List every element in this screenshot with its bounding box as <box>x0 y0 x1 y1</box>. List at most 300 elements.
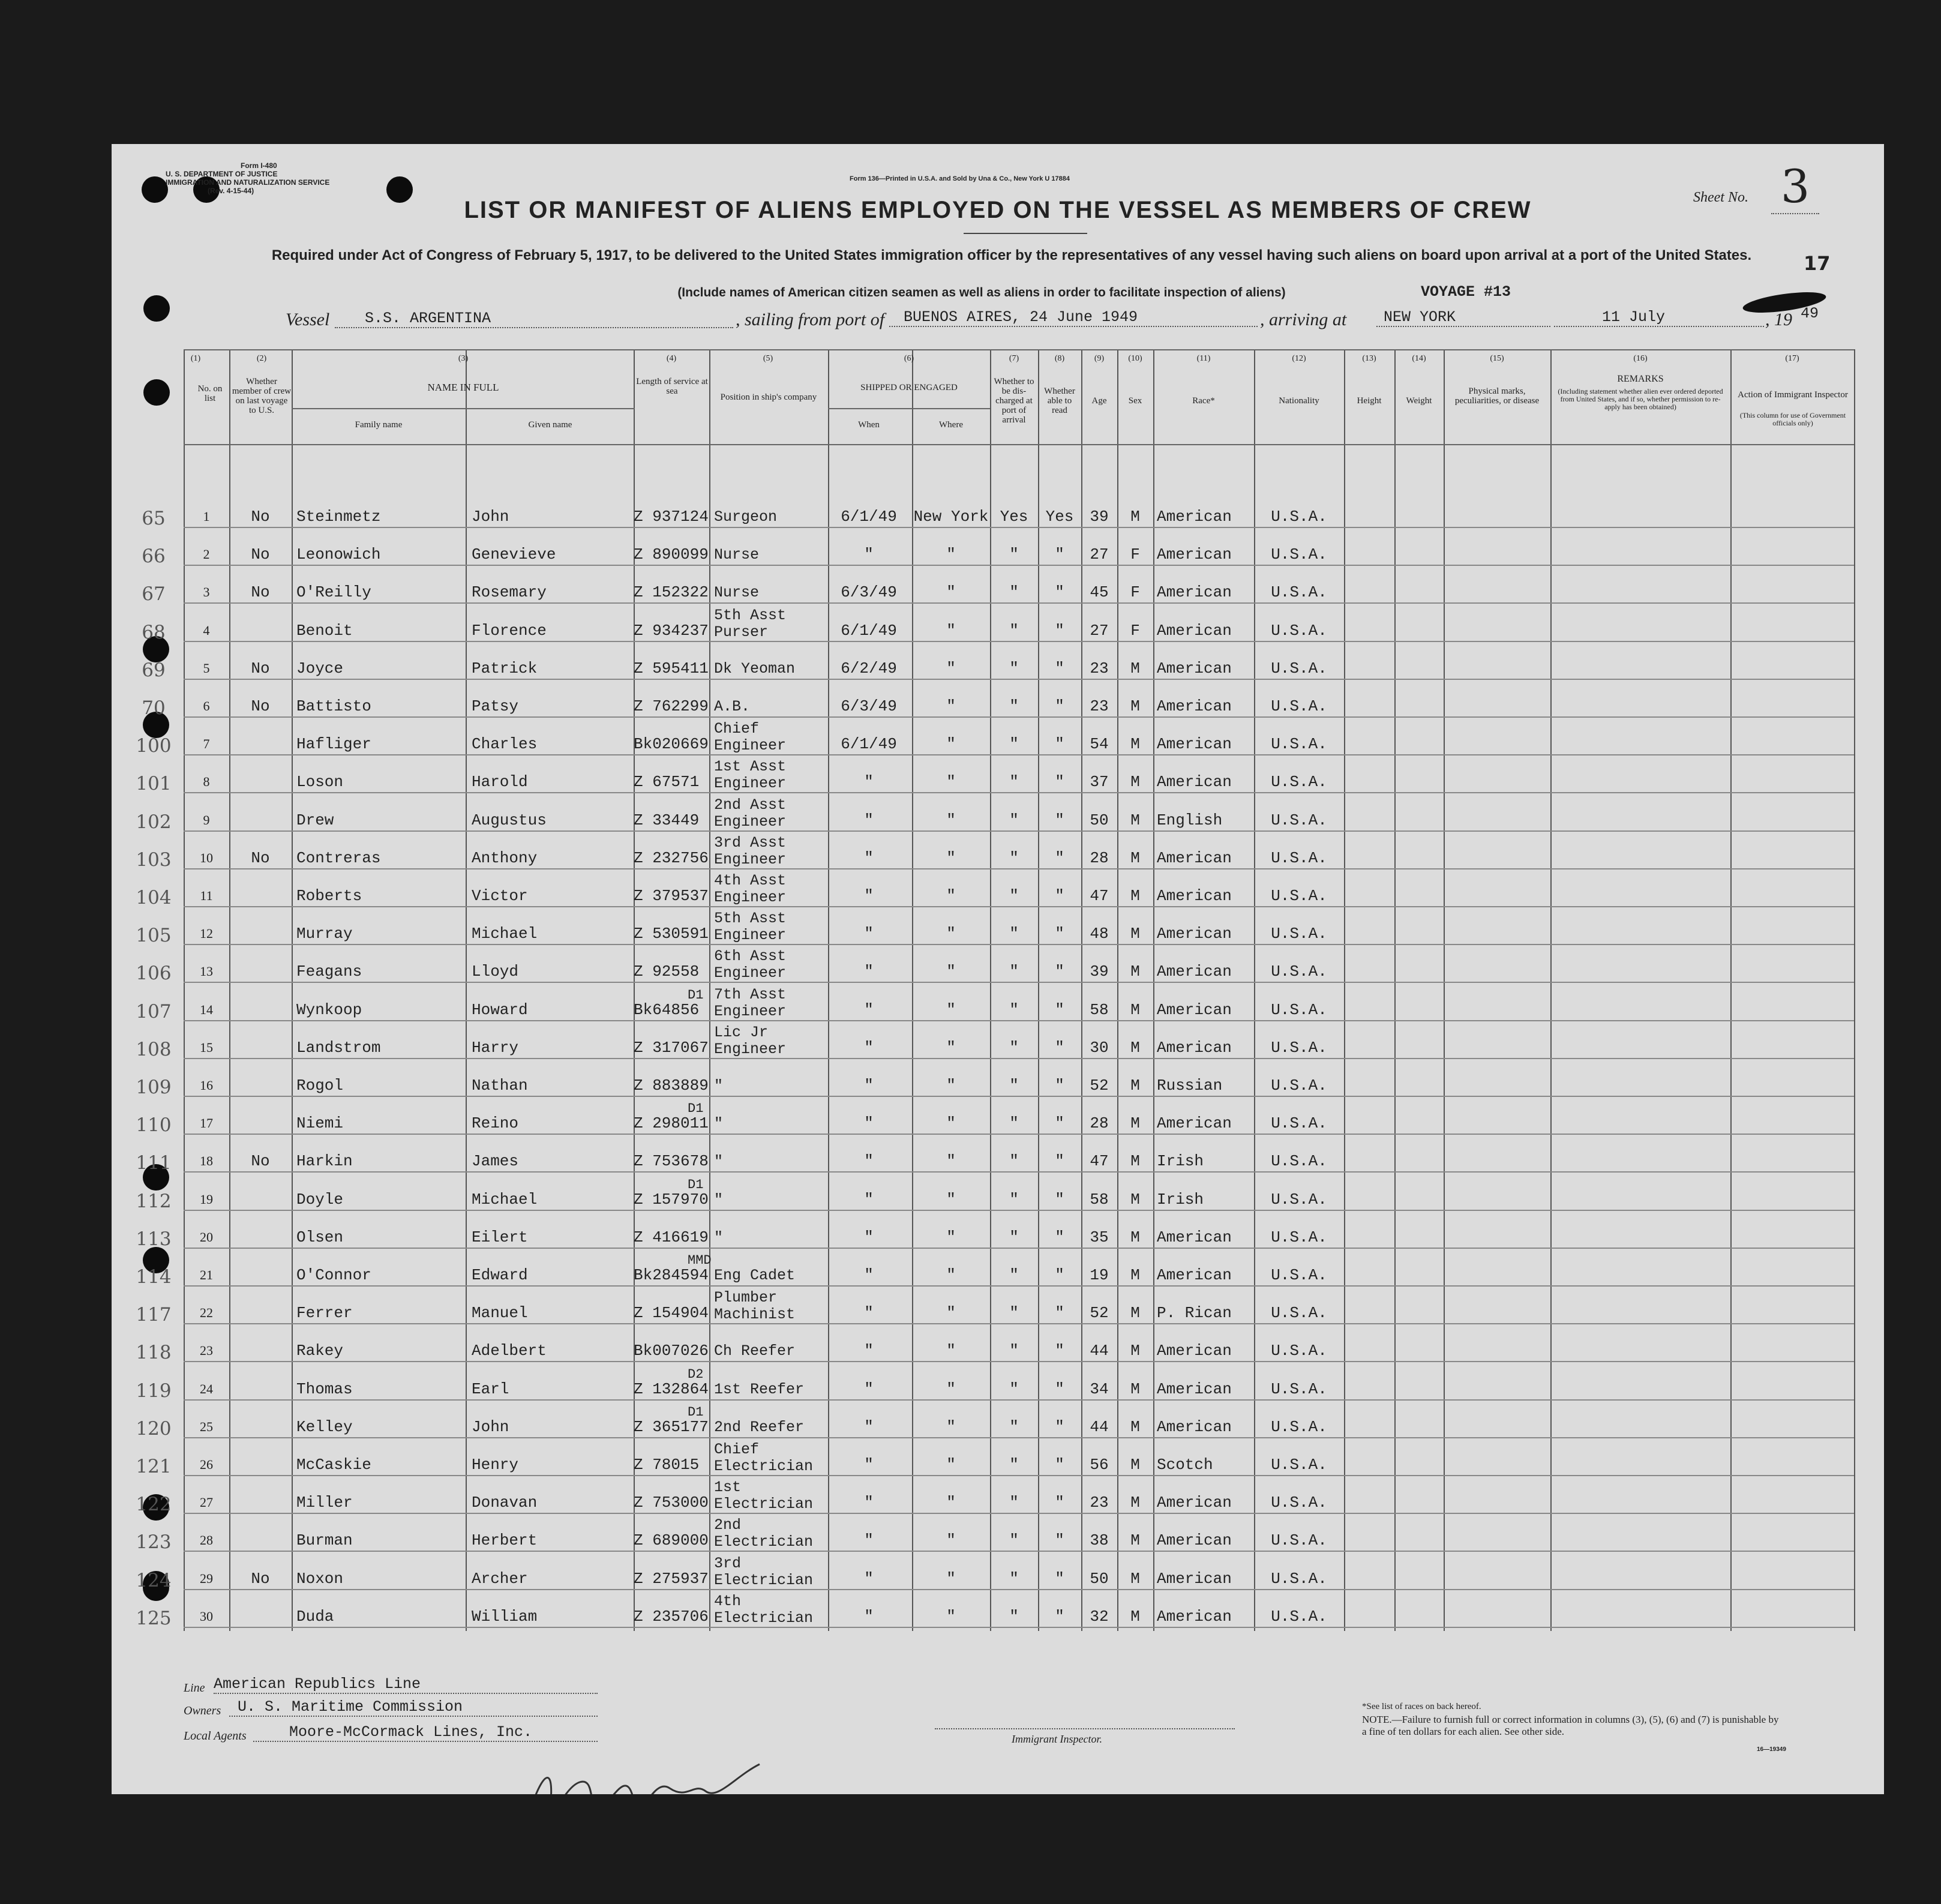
col-13-header: Height <box>1357 396 1382 406</box>
cell-dis: " <box>1009 1152 1019 1171</box>
cell-pos: Surgeon <box>714 508 778 526</box>
cell-nat: U.S.A. <box>1271 1531 1327 1550</box>
cell-nat: U.S.A. <box>1271 1228 1327 1246</box>
margin-number: 65 <box>142 508 166 529</box>
row-rule <box>184 1210 1854 1211</box>
row-rule <box>184 754 1854 755</box>
cell-race: American <box>1157 735 1232 754</box>
margin-number: 103 <box>136 848 172 871</box>
cell-when: " <box>864 1077 874 1095</box>
cell-when: " <box>864 1494 874 1512</box>
cell-dis: " <box>1009 1190 1019 1209</box>
cell-last: No <box>251 848 270 867</box>
cell-dis: " <box>1009 1607 1019 1626</box>
cell-fam: Miller <box>296 1494 353 1512</box>
row-rule <box>184 1248 1854 1249</box>
cell-where: " <box>946 1456 956 1474</box>
cell-nat: U.S.A. <box>1271 887 1327 905</box>
col-15-num: (15) <box>1490 354 1504 363</box>
margin-number: 106 <box>136 963 172 985</box>
include-note: (Include names of American citizen seamen as well as aliens in order to facilitate inspection of aliens) <box>677 286 1286 299</box>
cell-when: " <box>864 1380 874 1398</box>
corner-mark: 17 <box>1804 252 1831 275</box>
cell-fam: Burman <box>296 1531 353 1550</box>
cell-where: " <box>946 848 956 867</box>
cell-giv: Florence <box>472 621 547 640</box>
cell-sex: M <box>1130 1531 1140 1550</box>
cell-n: 30 <box>200 1608 213 1624</box>
cell-pos: 3rd Asst Engineer <box>714 833 787 868</box>
cell-giv: John <box>472 508 509 526</box>
margin-number: 100 <box>136 735 172 757</box>
cell-pos: 4th Asst Engineer <box>714 872 787 906</box>
cell-read: " <box>1055 1531 1064 1550</box>
margin-number: 110 <box>136 1114 172 1137</box>
margin-number: 111 <box>136 1152 172 1174</box>
row-rule <box>184 1513 1854 1514</box>
cell-giv: Edward <box>472 1266 528 1284</box>
cell-race: American <box>1157 659 1232 677</box>
cell-pos: Ch Reefer <box>714 1342 796 1360</box>
column-rule <box>1081 349 1082 1631</box>
cell-n: 18 <box>200 1153 213 1169</box>
column-rule <box>634 349 635 1631</box>
cell-nat: U.S.A. <box>1271 1114 1327 1133</box>
cell-where: " <box>946 1607 956 1626</box>
cell-read: " <box>1055 963 1064 981</box>
cell-fam: Harkin <box>296 1152 353 1171</box>
margin-number: 123 <box>136 1531 172 1554</box>
col-2-num: (2) <box>256 354 267 363</box>
service-note: D1 <box>688 1404 704 1420</box>
cell-fam: Rakey <box>296 1342 344 1360</box>
cell-dis: Yes <box>1000 508 1028 526</box>
cell-pos: A.B. <box>714 698 751 715</box>
cell-sex: M <box>1130 1304 1140 1323</box>
row-rule <box>184 1399 1854 1401</box>
cell-giv: Harold <box>472 773 528 791</box>
cell-read: " <box>1055 1077 1064 1095</box>
cell-when: " <box>864 1304 874 1323</box>
cell-sex: M <box>1130 811 1140 829</box>
cell-race: American <box>1157 1569 1232 1588</box>
cell-when: " <box>864 1228 874 1246</box>
cell-svc: Z 154904 <box>634 1304 709 1323</box>
cell-when: 6/1/49 <box>841 735 897 754</box>
cell-dis: " <box>1009 773 1019 791</box>
cell-sex: M <box>1130 659 1140 677</box>
cell-giv: Patsy <box>472 697 519 715</box>
cell-read: " <box>1055 811 1064 829</box>
cell-sex: M <box>1130 697 1140 715</box>
cell-dis: " <box>1009 545 1019 564</box>
cell-sex: F <box>1130 583 1140 602</box>
cell-age: 48 <box>1090 925 1109 943</box>
cell-read: " <box>1055 1607 1064 1626</box>
revision-date: (Rev. 4-15-44) <box>208 187 254 195</box>
cell-race: American <box>1157 1531 1232 1550</box>
cell-age: 39 <box>1090 963 1109 981</box>
cell-nat: U.S.A. <box>1271 1152 1327 1171</box>
cell-age: 58 <box>1090 1000 1109 1019</box>
cell-nat: U.S.A. <box>1271 1607 1327 1626</box>
cell-nat: U.S.A. <box>1271 1494 1327 1512</box>
cell-sex: M <box>1130 1380 1140 1398</box>
row-rule <box>184 1020 1854 1021</box>
cell-svc: Z 753000 <box>634 1494 709 1512</box>
cell-where: " <box>946 1190 956 1209</box>
cell-pos: Chief Engineer <box>714 720 787 755</box>
cell-last: No <box>251 508 270 526</box>
cell-nat: U.S.A. <box>1271 1038 1327 1057</box>
row-rule <box>184 982 1854 983</box>
cell-fam: Steinmetz <box>296 508 381 526</box>
col-16-num: (16) <box>1633 354 1648 363</box>
cell-read: " <box>1055 1228 1064 1246</box>
cell-where: " <box>946 773 956 791</box>
margin-number: 105 <box>136 925 172 947</box>
cell-race: American <box>1157 1417 1232 1436</box>
cell-where: " <box>946 1342 956 1360</box>
cell-race: American <box>1157 1038 1232 1057</box>
service-note: D1 <box>688 987 704 1003</box>
margin-number: 68 <box>142 621 166 643</box>
header-rule <box>292 408 635 409</box>
cell-svc: Z 92558 <box>634 963 700 981</box>
cell-pos: 2nd Electrician <box>714 1516 814 1551</box>
margin-number: 102 <box>136 811 172 833</box>
fine-note: NOTE.—Failure to furnish full or correct information in columns (3), (5), (6) and (7) is punishable by a fine of ten dollars for each alien. See other side. <box>1362 1714 1779 1737</box>
cell-n: 20 <box>200 1229 213 1245</box>
owners-label: Owners <box>184 1704 221 1717</box>
cell-sex: M <box>1130 1228 1140 1246</box>
cell-where: " <box>946 1266 956 1284</box>
cell-nat: U.S.A. <box>1271 963 1327 981</box>
cell-nat: U.S.A. <box>1271 773 1327 791</box>
cell-sex: M <box>1130 735 1140 754</box>
cell-race: American <box>1157 1607 1232 1626</box>
col-14-header: Weight <box>1406 396 1432 406</box>
cell-nat: U.S.A. <box>1271 1077 1327 1095</box>
cell-n: 1 <box>203 509 210 524</box>
cell-sex: M <box>1130 1342 1140 1360</box>
cell-when: 6/1/49 <box>841 621 897 640</box>
cell-svc: Z 365177 <box>634 1417 709 1436</box>
cell-fam: Benoit <box>296 621 353 640</box>
cell-dis: " <box>1009 1380 1019 1398</box>
cell-giv: Archer <box>472 1569 528 1588</box>
cell-where: " <box>946 1380 956 1398</box>
cell-pos: Eng Cadet <box>714 1267 796 1284</box>
cell-age: 47 <box>1090 1152 1109 1171</box>
cell-where: " <box>946 1417 956 1436</box>
cell-when: " <box>864 811 874 829</box>
row-rule <box>184 527 1854 528</box>
cell-when: " <box>864 1266 874 1284</box>
row-rule <box>184 679 1854 680</box>
margin-number: 119 <box>136 1380 172 1402</box>
col-4-num: (4) <box>666 354 677 363</box>
cell-when: 6/2/49 <box>841 659 897 677</box>
cell-read: Yes <box>1045 508 1074 526</box>
cell-n: 11 <box>200 888 213 903</box>
cell-giv: James <box>472 1152 519 1171</box>
cell-age: 44 <box>1090 1342 1109 1360</box>
cell-pos: 3rd Electrician <box>714 1554 814 1589</box>
row-rule <box>184 1096 1854 1097</box>
col-13-num: (13) <box>1362 354 1376 363</box>
cell-read: " <box>1055 1190 1064 1209</box>
cell-giv: Patrick <box>472 659 538 677</box>
margin-number: 67 <box>142 583 166 605</box>
cell-where: " <box>946 1228 956 1246</box>
cell-pos: " <box>714 1228 724 1246</box>
cell-nat: U.S.A. <box>1271 545 1327 564</box>
row-rule <box>184 1285 1854 1287</box>
cell-nat: U.S.A. <box>1271 1342 1327 1360</box>
cell-fam: Contreras <box>296 848 381 867</box>
margin-number: 69 <box>142 659 166 681</box>
cell-pos: 7th Asst Engineer <box>714 985 787 1020</box>
cell-n: 17 <box>200 1116 213 1131</box>
margin-number: 107 <box>136 1000 172 1023</box>
col-2-header: Whether member of crew on last voyage to U.S. <box>232 377 292 415</box>
cell-svc: Z 595411 <box>634 659 709 677</box>
col-1-header: No. on list <box>197 384 223 403</box>
column-rule <box>709 349 710 1631</box>
cell-n: 25 <box>200 1419 213 1434</box>
cell-sex: M <box>1130 887 1140 905</box>
col-6b-header: Where <box>939 420 963 430</box>
col-8-header: Whether able to read <box>1044 386 1075 415</box>
cell-svc: Z 232756 <box>634 848 709 867</box>
cell-read: " <box>1055 1000 1064 1019</box>
cell-where: " <box>946 1152 956 1171</box>
cell-n: 9 <box>203 812 210 827</box>
cell-race: American <box>1157 1114 1232 1133</box>
cell-last: No <box>251 545 270 564</box>
cell-dis: " <box>1009 1228 1019 1246</box>
cell-pos: 1st Electrician <box>714 1479 814 1513</box>
cell-giv: Howard <box>472 1000 528 1019</box>
form-number: Form I-480 <box>241 161 277 170</box>
column-rule <box>1038 349 1039 1631</box>
cell-last: No <box>251 1152 270 1171</box>
cell-race: American <box>1157 508 1232 526</box>
col-8-num: (8) <box>1054 354 1065 363</box>
cell-dis: " <box>1009 887 1019 905</box>
cell-fam: O'Reilly <box>296 583 371 602</box>
cell-sex: M <box>1130 1569 1140 1588</box>
cell-svc: Z 298011 <box>634 1114 709 1133</box>
cell-n: 8 <box>203 774 210 790</box>
col-12-header: Nationality <box>1279 396 1319 406</box>
cell-svc: Bk284594 <box>634 1266 709 1284</box>
margin-number: 108 <box>136 1038 172 1060</box>
col-6-header: SHIPPED OR ENGAGED <box>860 383 958 392</box>
cell-giv: Herbert <box>472 1531 538 1550</box>
row-rule <box>184 792 1854 793</box>
cell-pos: 4th Electrician <box>714 1592 814 1627</box>
punch-hole <box>143 379 170 406</box>
cell-race: American <box>1157 583 1232 602</box>
printer-line: Form 136—Printed in U.S.A. and Sold by Una & Co., New York U 17884 <box>850 175 1070 182</box>
margin-number: 122 <box>136 1494 172 1516</box>
col-11-num: (11) <box>1196 354 1211 363</box>
cell-svc: Bk64856 <box>634 1000 700 1019</box>
margin-number: 117 <box>136 1304 172 1326</box>
cell-nat: U.S.A. <box>1271 1417 1327 1436</box>
cell-nat: U.S.A. <box>1271 848 1327 867</box>
cell-age: 28 <box>1090 848 1109 867</box>
cell-giv: William <box>472 1607 538 1626</box>
column-rule <box>1854 349 1855 1631</box>
margin-number: 109 <box>136 1077 172 1098</box>
line-label: Line <box>184 1681 205 1695</box>
cell-when: " <box>864 1152 874 1171</box>
margin-number: 118 <box>136 1342 172 1364</box>
cell-n: 19 <box>200 1191 213 1207</box>
cell-age: 54 <box>1090 735 1109 754</box>
cell-when: " <box>864 963 874 981</box>
cell-pos: 1st Reefer <box>714 1380 805 1398</box>
cell-svc: Z 934237 <box>634 621 709 640</box>
cell-fam: Roberts <box>296 887 362 905</box>
margin-number: 104 <box>136 887 172 908</box>
cell-svc: Bk007026 <box>634 1342 709 1360</box>
row-rule <box>184 602 1854 604</box>
cell-n: 23 <box>200 1343 213 1359</box>
cell-where: " <box>946 545 956 564</box>
cell-svc: Z 689000 <box>634 1531 709 1550</box>
cell-giv: Anthony <box>472 848 538 867</box>
cell-fam: Drew <box>296 811 334 829</box>
service-note: D1 <box>688 1101 704 1117</box>
column-rule <box>1550 349 1552 1631</box>
cell-sex: M <box>1130 925 1140 943</box>
col-9-header: Age <box>1091 396 1107 406</box>
cell-sex: M <box>1130 1494 1140 1512</box>
col-17-header: Action of Immigrant Inspector <box>1738 390 1848 400</box>
cell-fam: McCaskie <box>296 1456 371 1474</box>
inspector-label: Immigrant Inspector. <box>1012 1733 1102 1745</box>
manifest-sheet <box>112 144 1884 1794</box>
column-rule <box>229 349 230 1631</box>
cell-dis: " <box>1009 925 1019 943</box>
cell-svc: Z 753678 <box>634 1152 709 1171</box>
cell-last: No <box>251 583 270 602</box>
cell-dis: " <box>1009 1531 1019 1550</box>
col-4-header: Length of service at sea <box>636 377 708 396</box>
cell-giv: Donavan <box>472 1494 538 1512</box>
cell-svc: Z 33449 <box>634 811 700 829</box>
row-rule <box>184 716 1854 718</box>
cell-n: 12 <box>200 926 213 941</box>
cell-where: " <box>946 735 956 754</box>
cell-race: Irish <box>1157 1152 1204 1171</box>
cell-race: Russian <box>1157 1077 1223 1095</box>
voyage-number: VOYAGE #13 <box>1421 283 1511 301</box>
cell-nat: U.S.A. <box>1271 1190 1327 1209</box>
row-rule <box>184 944 1854 945</box>
cell-svc: Z 157970 <box>634 1190 709 1209</box>
row-rule <box>184 1134 1854 1135</box>
row-rule <box>184 1361 1854 1362</box>
cell-when: " <box>864 925 874 943</box>
cell-sex: F <box>1130 621 1140 640</box>
cell-race: American <box>1157 1494 1232 1512</box>
cell-where: " <box>946 1494 956 1512</box>
cell-when: " <box>864 1456 874 1474</box>
cell-age: 52 <box>1090 1304 1109 1323</box>
cell-dis: " <box>1009 811 1019 829</box>
cell-n: 6 <box>203 698 210 713</box>
cell-svc: Z 416619 <box>634 1228 709 1246</box>
cell-fam: Noxon <box>296 1569 344 1588</box>
cell-n: 15 <box>200 1039 213 1055</box>
cell-pos: " <box>714 1153 724 1171</box>
cell-fam: Doyle <box>296 1190 344 1209</box>
service-name: IMMIGRATION AND NATURALIZATION SERVICE <box>166 178 330 187</box>
cell-read: " <box>1055 1038 1064 1057</box>
cell-fam: Niemi <box>296 1114 344 1133</box>
cell-giv: Lloyd <box>472 963 519 981</box>
cell-age: 47 <box>1090 887 1109 905</box>
col-12-num: (12) <box>1292 354 1306 363</box>
cell-pos: Nurse <box>714 584 760 602</box>
cell-dis: " <box>1009 621 1019 640</box>
cell-dis: " <box>1009 735 1019 754</box>
year-prefix: , 19 <box>1765 310 1792 329</box>
cell-fam: Olsen <box>296 1228 344 1246</box>
row-rule <box>184 641 1854 642</box>
cell-race: American <box>1157 1000 1232 1019</box>
cell-fam: Leonowich <box>296 545 381 564</box>
margin-number: 120 <box>136 1417 172 1440</box>
cell-nat: U.S.A. <box>1271 508 1327 526</box>
cell-giv: Adelbert <box>472 1342 547 1360</box>
cell-n: 26 <box>200 1457 213 1472</box>
cell-nat: U.S.A. <box>1271 735 1327 754</box>
cell-where: " <box>946 1038 956 1057</box>
cell-age: 30 <box>1090 1038 1109 1057</box>
cell-dis: " <box>1009 963 1019 981</box>
vessel-label: Vessel <box>286 310 330 329</box>
cell-when: " <box>864 887 874 905</box>
cell-where: " <box>946 697 956 715</box>
cell-when: " <box>864 1114 874 1133</box>
cell-age: 56 <box>1090 1456 1109 1474</box>
cell-giv: John <box>472 1417 509 1436</box>
cell-pos: " <box>714 1191 724 1209</box>
column-rule <box>1153 349 1154 1631</box>
cell-giv: Augustus <box>472 811 547 829</box>
cell-last: No <box>251 659 270 677</box>
row-rule <box>184 830 1854 832</box>
cell-age: 27 <box>1090 621 1109 640</box>
cell-where: " <box>946 583 956 602</box>
cell-read: " <box>1055 1114 1064 1133</box>
cell-dis: " <box>1009 1038 1019 1057</box>
cell-n: 16 <box>200 1078 213 1093</box>
cell-n: 24 <box>200 1381 213 1396</box>
arriving-label: , arriving at <box>1260 310 1347 329</box>
cell-n: 14 <box>200 1002 213 1017</box>
cell-where: " <box>946 1569 956 1588</box>
cell-race: Scotch <box>1157 1456 1213 1474</box>
cell-age: 34 <box>1090 1380 1109 1398</box>
cell-sex: M <box>1130 1038 1140 1057</box>
